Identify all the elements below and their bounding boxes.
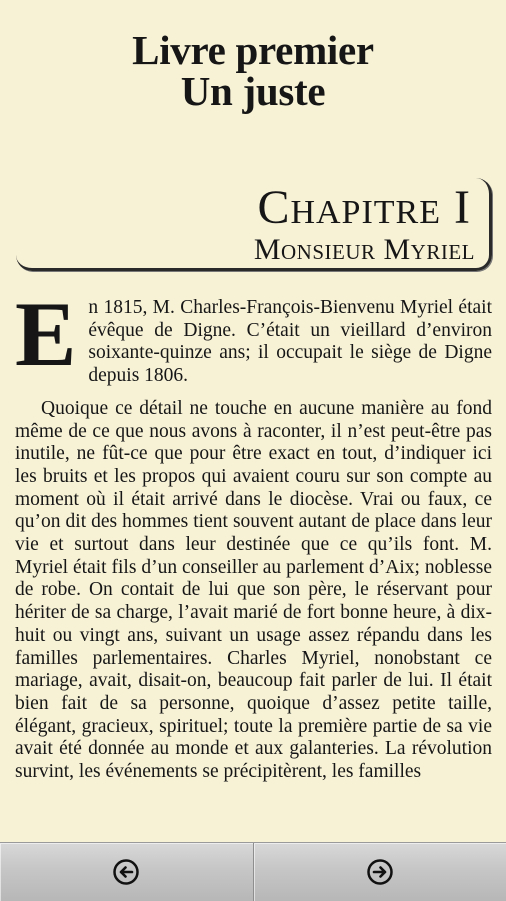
- second-paragraph: Quoique ce détail ne touche en aucune manière au fond même de ce que nous avons à raconter, il n’est peut-être pas inutile, ne fût-ce que pour être exact en tout, d’indiquer ici les bruits et les propos qui avaient couru sur son compte au moment où il était arrivé dans le diocèse. Vrai ou faux, ce qu’on dit des hommes tient souvent autant de place dans leur vie et surtout dans leur destinée que ce qu’ils font. M. Myriel était fils d’un conseiller au parlement d’Aix; noblesse de robe. On contait de lui que son père, le réservant pour hériter de sa charge, l’avait marié de fort bonne heure, à dix-huit ou vingt ans, suivant un usage assez répandu dans les familles parlementaires. Charles Myriel, nonobstant ce mariage, avait, disait-on, beaucoup fait parler de lui. Il était bien fait de sa personne, quoique d’assez petite taille, élégant, gracieux, spirituel; toute la première partie de sa vie avait été donnée au monde et aux galanteries. La révolution survint, les événements se précipitèrent, les familles: [15, 398, 492, 784]
- chapter-text: [15, 297, 492, 794]
- chapter-title: Monsieur Myriel: [254, 235, 475, 265]
- next-page-button[interactable]: [254, 843, 506, 901]
- arrow-left-circle-icon: [111, 857, 141, 887]
- chapter-heading-box: [16, 178, 492, 271]
- first-paragraph: [15, 297, 492, 388]
- book-title: [0, 30, 506, 112]
- previous-page-button[interactable]: [0, 843, 254, 901]
- first-paragraph-text: n 1815, M. Charles-François-Bienvenu Myriel était évêque de Digne. C’était un vieillard d’environ soixante-quinze ans; il occupait le siège de Digne depuis 1806.: [88, 297, 492, 386]
- page-navigation-bar: [0, 842, 506, 901]
- book-title-line-1: Livre premier: [0, 30, 506, 71]
- book-title-line-2: Un juste: [0, 71, 506, 112]
- arrow-right-circle-icon: [365, 857, 395, 887]
- drop-cap: E: [15, 299, 76, 369]
- chapter-number: Chapitre I: [257, 184, 471, 232]
